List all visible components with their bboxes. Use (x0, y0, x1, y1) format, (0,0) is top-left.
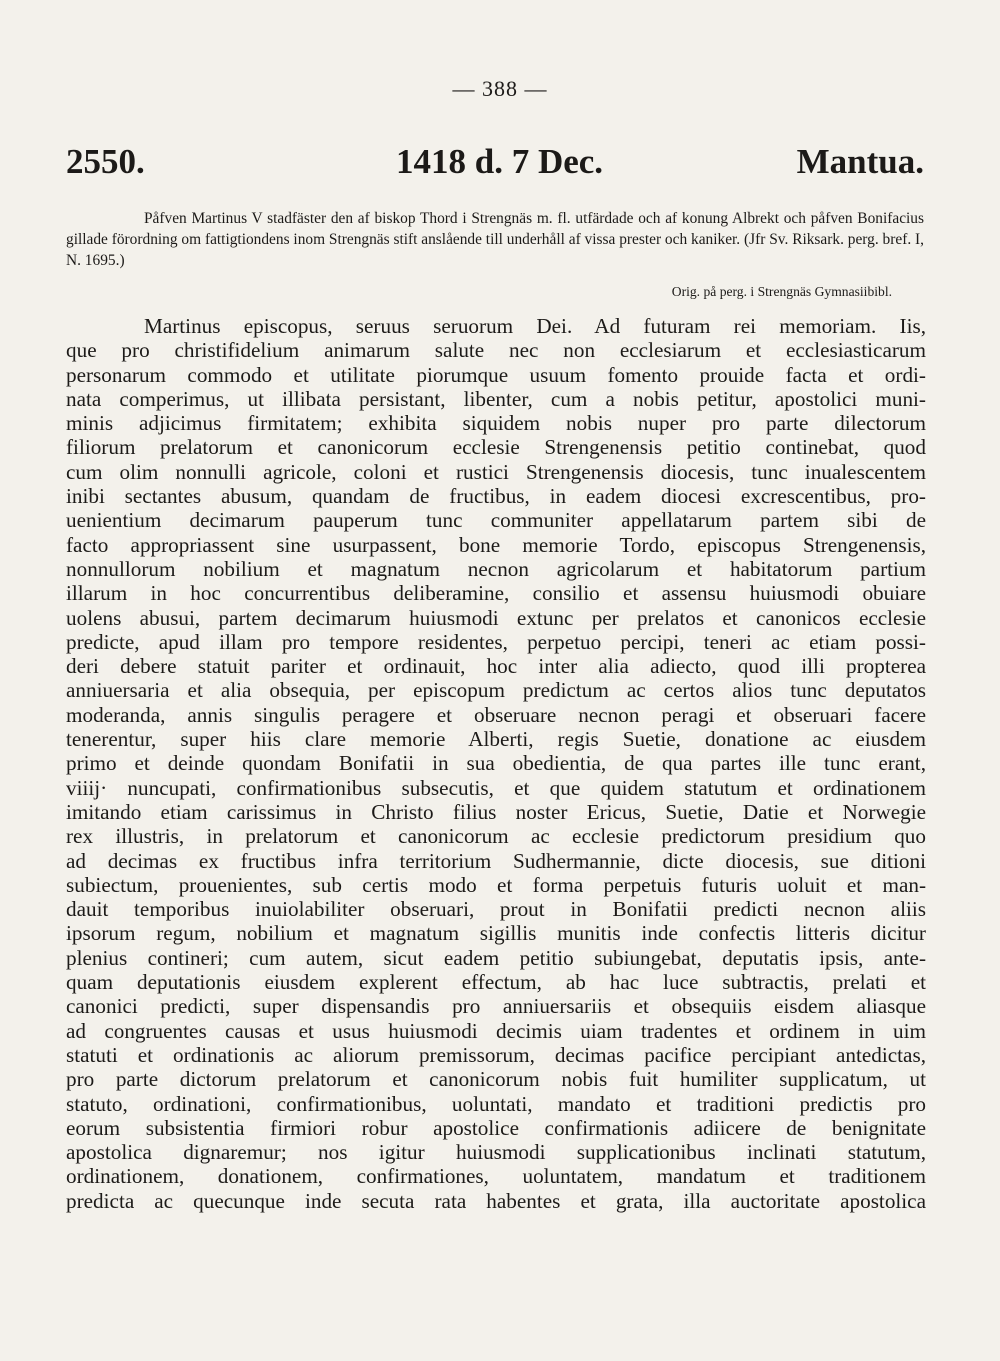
body-line: statuti et ordinationis ac aliorum premissorum, decimas pacifice percipiant antedictas, (66, 1042, 926, 1067)
body-line: nonnullorum nobilium et magnatum necnon agricolarum et habitatorum partium (66, 556, 926, 581)
body-line: personarum commodo et utilitate piorumque usuum fomento prouide facta et ordi- (66, 362, 926, 387)
body-line: canonici predicti, super dispensandis pro anniuersariis et obsequiis eisdem aliasque (66, 994, 926, 1019)
body-line: predicta ac quecunque inde secuta rata habentes et grata, illa auctoritate apostolica (66, 1188, 926, 1213)
body-line: quam deputationis eiusdem explerent effectum, ab hac luce subtractis, prelati et (66, 970, 926, 995)
document-summary: Påfven Martinus V stadfäster den af biskop Thord i Strengnäs m. fl. utfärdade och af konung Albrekt och påfven Bonifacius gillade förordning om fattigtiondens inom Strengnäs stift anslående till underhåll af vissa prester och kaniker. (Jfr Sv. Riksark. perg. bref. I, N. 1695.) (66, 210, 924, 269)
body-line: predicte, apud illam pro tempore residentes, perpetuo percipi, teneri ac etiam possi- (66, 629, 926, 654)
body-line: uenientium decimarum pauperum tunc communiter appellatarum partem sibi de (66, 508, 926, 533)
body-line: ordinationem, donationem, confirmationes, uoluntatem, mandatum et traditionem (66, 1164, 926, 1189)
body-line: uolens abusui, partem decimarum huiusmodi extunc per prelatos et canonicos ecclesie (66, 605, 926, 630)
document-number: 2550. (66, 142, 145, 181)
document-date: 1418 d. 7 Dec. (396, 142, 604, 181)
body-line: primo et deinde quondam Bonifatii in sua obedientia, de qua partes ille tunc erant, (66, 751, 926, 776)
body-line: nata comperimus, ut illibata persistant, libenter, cum a nobis petitur, apostolici muni- (66, 386, 926, 411)
body-line: illarum in hoc concurrentibus deliberamine, consilio et assensu huiusmodi obuiare (66, 581, 926, 606)
body-line: subiectum, prouenientes, sub certis modo et forma perpetuis futuris uoluit et man- (66, 872, 926, 897)
body-line: inibi sectantes abusum, quandam de fructibus, in eadem diocesi excrescentibus, pro- (66, 484, 926, 509)
document-body (66, 314, 926, 1213)
body-line: que pro christifidelium animarum salute nec non ecclesiarum et ecclesiasticarum (66, 338, 926, 363)
body-line: ad congruentes causas et usus huiusmodi decimis uiam tradentes et ordinem in uim (66, 1018, 926, 1043)
source-note: Orig. på perg. i Strengnäs Gymnasiibibl. (671, 284, 892, 299)
body-line: cum olim nonnulli agricole, coloni et rustici Strengenensis diocesis, tunc inualescentem (66, 459, 926, 484)
body-line: eorum subsistentia firmiori robur apostolice confirmationis adiicere de benignitate (66, 1115, 926, 1140)
body-line: facto appropriassent sine usurpassent, bone memorie Tordo, episcopus Strengenensis, (66, 532, 926, 557)
body-line: minis adjicimus firmitatem; exhibita siquidem nobis nuper pro parte dilectorum (66, 411, 926, 436)
body-line: apostolica dignaremur; nos igitur huiusmodi supplicationibus inclinati statutum, (66, 1140, 926, 1165)
document-place: Mantua. (796, 142, 924, 181)
body-line: filiorum prelatorum et canonicorum ecclesie Strengenensis petitio continebat, quod (66, 435, 926, 460)
body-line: anniuersaria et alia obsequia, per episcopum predictum ac certos alios tunc deputatos (66, 678, 926, 703)
body-line: ad decimas ex fructibus infra territorium Sudhermannie, dicte diocesis, sue ditioni (66, 848, 926, 873)
body-line: pro parte dictorum prelatorum et canonicorum nobis fuit humiliter supplicatum, ut (66, 1067, 926, 1092)
body-line: plenius contineri; cum autem, sicut eadem petitio subiungebat, deputatis ipsis, ante- (66, 945, 926, 970)
page-number: — 388 — (452, 76, 548, 101)
body-line: viiij· nuncupati, confirmationibus subsecutis, et que quidem statutum et ordinationem (66, 775, 926, 800)
body-line: rex illustris, in prelatorum et canonicorum ac ecclesie predictorum presidium quo (66, 824, 926, 849)
body-line: dauit temporibus inuiolabiliter obseruari, prout in Bonifatii predicti necnon aliis (66, 897, 926, 922)
document-header (66, 142, 924, 186)
body-line: ipsorum regum, nobilium et magnatum sigillis munitis inde confectis litteris dicitur (66, 921, 926, 946)
body-line: tenerentur, super hiis clare memorie Alberti, regis Suetie, donatione ac eiusdem (66, 727, 926, 752)
body-line: imitando etiam carissimus in Christo filius noster Ericus, Suetie, Datie et Norwegie (66, 799, 926, 824)
body-line: statuto, ordinationi, confirmationibus, uoluntati, mandato et traditioni predictis pro (66, 1091, 926, 1116)
body-line: deri debere statuit pariter et ordinauit, hoc inter alia adiecto, quod illi propterea (66, 654, 926, 679)
body-line: moderanda, annis singulis peragere et obseruare necnon peragi et obseruari facere (66, 702, 926, 727)
body-line: Martinus episcopus, seruus seruorum Dei. Ad futuram rei memoriam. Iis, (144, 314, 926, 338)
